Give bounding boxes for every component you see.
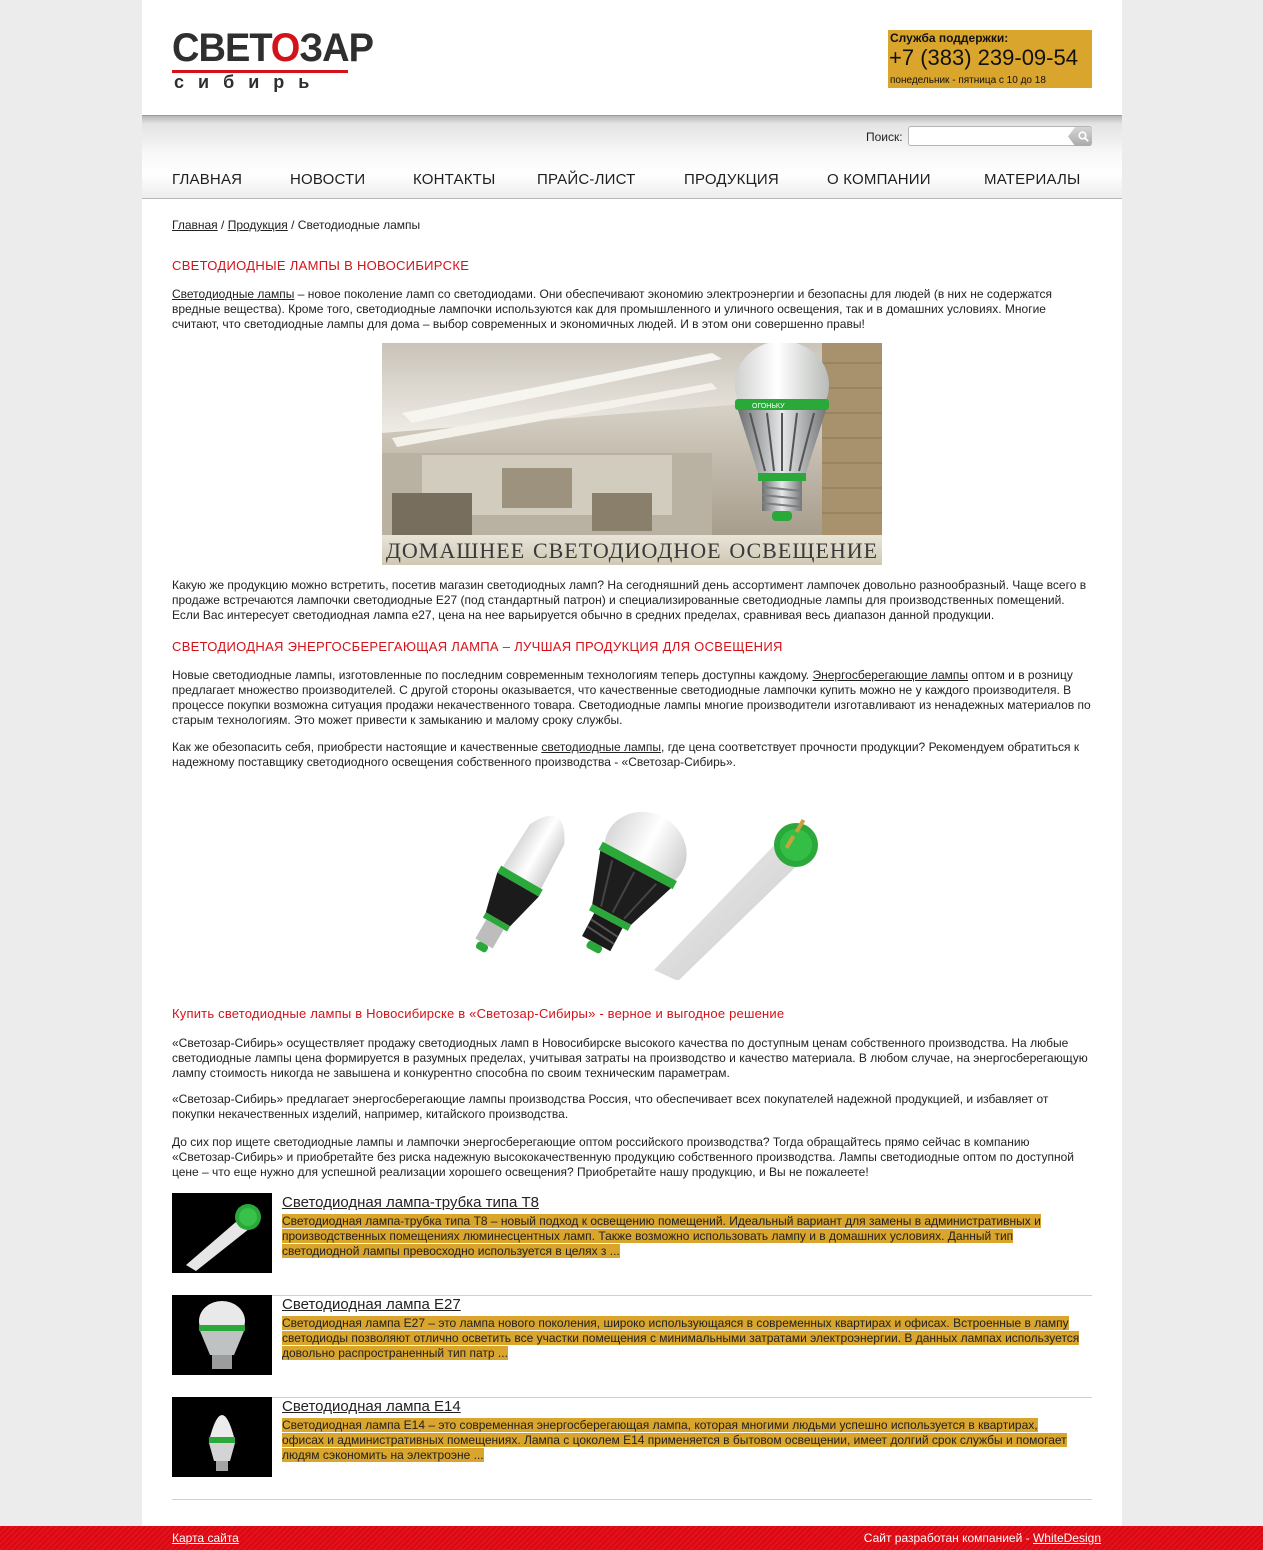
- product-title-link[interactable]: Светодиодная лампа E14: [282, 1398, 461, 1415]
- breadcrumb-separator: /: [291, 218, 295, 232]
- logo-wordmark: СВЕТОЗАР: [172, 26, 374, 70]
- product-description: Светодиодная лампа E14 – это современная энергосберегающая лампа, которая многими людьми успешно используется в квартирах, офисах и административных помещениях. Лампа с цоколем E14 применяется в бытовом освещении, имеет долгий срок службы и помогает людям сэкономить на электроэне ...: [282, 1418, 1067, 1462]
- breadcrumb-products[interactable]: Продукция: [227, 218, 288, 232]
- product-title-link[interactable]: Светодиодная лампа E27: [282, 1296, 461, 1313]
- breadcrumb-separator: /: [221, 218, 225, 232]
- product-description: Светодиодная лампа E27 – это лампа нового поколения, широко использующаяся в современных квартирах и офисах. Встроенные в лампу светодиоды позволяют отлично осветить все участки помещения с минимальными затратами электроэнергии. В данных лампах используется довольно распространенный тип патр ...: [282, 1316, 1080, 1360]
- footer-credit: Сайт разработан компанией - WhiteDesign: [863, 1531, 1101, 1545]
- search-label: Поиск:: [866, 130, 903, 144]
- navigation-band: [142, 115, 1122, 199]
- nav-item-about[interactable]: О КОМПАНИИ: [827, 171, 931, 188]
- sitemap-link[interactable]: Карта сайта: [172, 1531, 239, 1545]
- company-paragraph: «Светозар-Сибирь» осуществляет продажу светодиодных ламп в Новосибирске высокого качества по доступным ценам собственного производства. На любые светодиодные лампы цена формируется в разумных пределах, учитывая затраты на производство и качество материала. В любом случае, на энергосберегающую лампу стоимость никогда не завышена и конкурентно способна по своим техническим параметрам.: [172, 1036, 1088, 1080]
- nav-item-news[interactable]: НОВОСТИ: [290, 171, 366, 188]
- logo-subtitle: сибирь: [174, 72, 324, 92]
- nav-item-contacts[interactable]: КОНТАКТЫ: [413, 171, 496, 188]
- assortment-paragraph: Какую же продукцию можно встретить, посетив магазин светодиодных ламп? На сегодняшний день ассортимент лампочек довольно разнообразный. Чаще всего в продаже встречаются лампочки светодиодные E27 (под стандартный патрон) и специализированные светодиодные лампы для производственных помещений. Если Вас интересует светодиодная лампа е27, цена на нее варьируется обычно в средних пределах, сравнивая весь диапазон данной продукции.: [172, 578, 1087, 622]
- russia-paragraph: «Светозар-Сибирь» предлагает энергосберегающие лампы производства Россия, что обеспечивает всех покупателей надежной продукцией, и избавляет от покупки некачественных изделий, например, китайского производства.: [172, 1092, 1049, 1121]
- support-label: Служба поддержки:: [890, 31, 1009, 45]
- svg-text:ОГОНЬКУ: ОГОНЬКУ: [752, 403, 785, 410]
- products-image: [422, 805, 842, 980]
- search-icon: [1078, 131, 1089, 142]
- support-box: [888, 30, 1092, 88]
- product-thumbnail[interactable]: [172, 1193, 272, 1273]
- interior-image: [382, 343, 882, 535]
- intro-paragraph: Светодиодные лампы – новое поколение ламп со светодиодами. Они обеспечивают экономию электроэнергии и безопасны для людей (в них не содержатся вредные вещества). Кроме того, светодиодные лампочки используются как для промышленного и уличного освещения, так и в домашних условиях. Многие считают, что светодиодные лампы для дома – выбор современных и экономичных людей. И в этом они совершенно правы!: [172, 287, 1053, 331]
- main-nav: [172, 171, 1102, 193]
- support-hours: понедельник - пятница с 10 до 18: [890, 75, 1046, 86]
- section-title-buy: Купить светодиодные лампы в Новосибирске в «Светозар-Сибиры» - верное и выгодное решение: [172, 1006, 785, 1021]
- cta-paragraph: До сих пор ищете светодиодные лампы и лампочки энергосберегающие оптом российского производства? Тогда обращайтесь прямо сейчас в компанию «Светозар-Сибирь» и приобретайте без риска надежную высококачественную продукцию собственного производства. Лампы светодиодные оптом по доступной цене – что еще нужно для успешной реализации хорошего освещения? Приобретайте нашу продукцию, и Вы не пожалеете!: [172, 1135, 1074, 1179]
- page: [142, 0, 1122, 1526]
- breadcrumb-home[interactable]: Главная: [172, 218, 218, 232]
- breadcrumb-current: Светодиодные лампы: [297, 218, 421, 232]
- hero-banner: [382, 343, 882, 565]
- protect-paragraph: Как же обезопасить себя, приобрести настоящие и качественные светодиодные лампы, где цена соответствует прочности продукции? Рекомендуем обратиться к надежному поставщику светодиодного освещения собственного производства - «Светозар-Сибирь».: [172, 740, 1080, 769]
- product-description: Светодиодная лампа-трубка типа Т8 – новый подход к освещению помещений. Идеальный вариант для замены в административных и производственных помещениях люминесцентных ламп. Также возможно использовать лампу и в домашних условиях. Данный тип светодиодной лампы превосходно используется в целях з ...: [282, 1214, 1041, 1258]
- nav-item-price-list[interactable]: ПРАЙС-ЛИСТ: [537, 171, 636, 188]
- nav-item-home[interactable]: ГЛАВНАЯ: [172, 171, 243, 188]
- led-lamps-link-2[interactable]: светодиодные лампы: [541, 740, 662, 754]
- section-title-energy-saving: СВЕТОДИОДНАЯ ЭНЕРГОСБЕРЕГАЮЩАЯ ЛАМПА – ЛУЧШАЯ ПРОДУКЦИЯ ДЛЯ ОСВЕЩЕНИЯ: [172, 639, 783, 654]
- product-title-link[interactable]: Светодиодная лампа-трубка типа Т8: [282, 1194, 539, 1211]
- search-input[interactable]: [908, 126, 1092, 146]
- breadcrumb: [172, 218, 420, 233]
- footer: [0, 1526, 1263, 1550]
- hero-caption: ДОМАШНЕЕ СВЕТОДИОДНОЕ ОСВЕЩЕНИЕ: [382, 535, 882, 565]
- nav-item-products[interactable]: ПРОДУКЦИЯ: [684, 171, 779, 188]
- new-lamps-paragraph: Новые светодиодные лампы, изготовленные по последним современным технологиям теперь доступны каждому. Энергосберегающие лампы оптом и в розницу предлагает множество производителей. С другой стороны оказывается, что качественные светодиодные лампочки купить можно не у каждого производителя. В процессе покупки возможна ситуация продажи некачественного товара. Светодиодные лампы многие производители изготавливают из ненадежных материалов по старым технологиям. Это может привести к замыканию и малому сроку службы.: [172, 668, 1091, 727]
- energy-saving-lamps-link[interactable]: Энергосберегающие лампы: [812, 668, 969, 682]
- led-lamps-link[interactable]: Светодиодные лампы: [172, 287, 295, 301]
- support-phone: +7 (383) 239-09-54: [889, 45, 1078, 70]
- product-thumbnail[interactable]: [172, 1295, 272, 1375]
- logo[interactable]: [172, 26, 374, 94]
- product-thumbnail[interactable]: [172, 1397, 272, 1477]
- whitedesign-link[interactable]: WhiteDesign: [1032, 1531, 1101, 1545]
- product-item[interactable]: [172, 1397, 1092, 1500]
- nav-item-materials[interactable]: МАТЕРИАЛЫ: [984, 171, 1081, 188]
- page-title: СВЕТОДИОДНЫЕ ЛАМПЫ В НОВОСИБИРСКЕ: [172, 258, 470, 273]
- product-item[interactable]: [172, 1193, 1092, 1296]
- product-item[interactable]: [172, 1295, 1092, 1398]
